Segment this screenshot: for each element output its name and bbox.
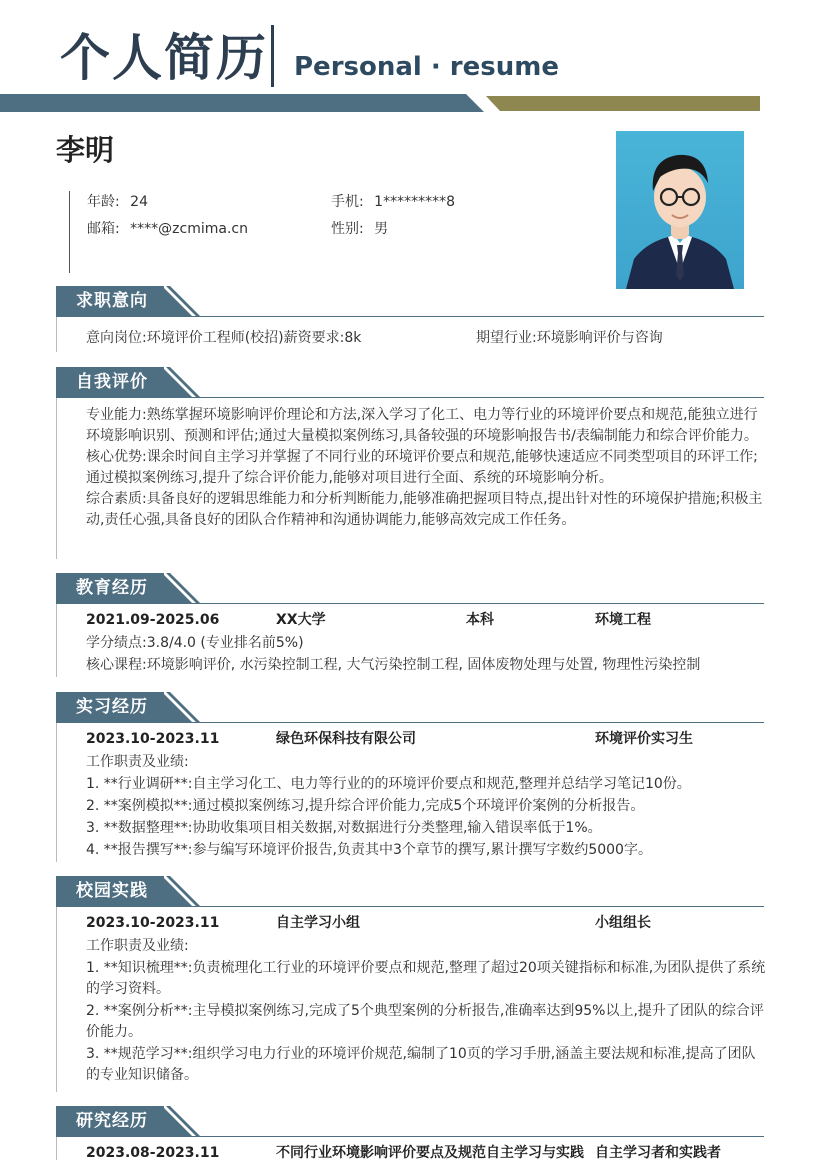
duty-item: 1. **知识梳理**:负责梳理化工行业的环境评价要点和规范,整理了超过20项关键指标和标准,为团队提供了系统的学习资料。	[86, 960, 766, 997]
section-campus	[56, 876, 764, 1092]
duty-item: 1. **行业调研**:自主学习化工、电力等行业的的环境评价要点和规范,整理并总结学习笔记10份。	[86, 776, 691, 792]
section-rule	[56, 316, 764, 317]
section-left-bar	[56, 317, 57, 352]
internship-company: 绿色环保科技有限公司	[276, 731, 416, 747]
section-rule	[56, 397, 764, 398]
duty-item: 4. **报告撰写**:参与编写环境评价报告,负责其中3个章节的撰写,累计撰写字数约5000字。	[86, 842, 652, 858]
section-left-bar	[56, 1137, 57, 1160]
email-label: 邮箱:	[87, 221, 120, 237]
campus-role: 小组组长	[595, 915, 651, 931]
section-left-bar	[56, 398, 57, 559]
section-title: 实习经历	[76, 697, 148, 717]
education-gpa: 学分绩点:3.8/4.0 (专业排名前5%)	[86, 635, 304, 651]
section-title: 自我评价	[76, 372, 148, 392]
duty-item: 2. **案例分析**:主导模拟案例练习,完成了5个典型案例的分析报告,准确率达到95%以上,提升了团队的综合评价能力。	[86, 1003, 764, 1040]
section-title: 教育经历	[76, 578, 148, 598]
gender-value: 男	[374, 221, 389, 237]
section-title: 求职意向	[76, 291, 148, 311]
info-vertical-bar	[69, 191, 70, 273]
education-school: XX大学	[276, 612, 326, 628]
section-internship	[56, 692, 764, 862]
section-header	[56, 876, 199, 907]
education-courses: 核心课程:环境影响评价, 水污染控制工程, 大气污染控制工程, 固体废物处理与处置, 物理性污染控制	[86, 657, 701, 673]
section-self-evaluation	[56, 367, 764, 559]
title-divider	[271, 25, 274, 87]
age-field	[87, 192, 148, 212]
email-value: ****@zcmima.cn	[130, 221, 248, 237]
phone-value: 1*********8	[374, 194, 455, 210]
duty-item: 3. **规范学习**:组织学习电力行业的环境评价规范,编制了10页的学习手册,涵盖主要法规和标准,提高了团队的专业知识储备。	[86, 1046, 756, 1083]
campus-period: 2023.10-2023.11	[86, 915, 220, 931]
self-paragraph: 专业能力:熟练掌握环境影响评价理论和方法,深入学习了化工、电力等行业的环境评价要点和规范,能独立进行环境影响识别、预测和评估;通过大量模拟案例练习,具备较强的环境影响报告书/表编制能力和综合评价能力。	[86, 407, 758, 444]
internship-duties	[86, 752, 691, 861]
section-intent	[56, 286, 764, 352]
section-header	[56, 1106, 199, 1137]
self-paragraph: 综合素质:具备良好的逻辑思维能力和分析判断能力,能够准确把握项目特点,提出针对性的环境保护措施;积极主动,责任心强,具备良好的团队合作精神和沟通协调能力,能够高效完成工作任务。	[86, 491, 763, 528]
section-rule	[56, 722, 764, 723]
section-rule	[56, 603, 764, 604]
duties-label: 工作职责及业绩:	[86, 938, 189, 954]
section-education	[56, 573, 764, 677]
email-field	[87, 219, 248, 239]
intent-industry: 期望行业:环境影响评价与咨询	[476, 330, 663, 346]
person-photo-icon	[616, 131, 744, 289]
duty-item: 2. **案例模拟**:通过模拟案例练习,提升综合评价能力,完成5个环境评价案例的分析报告。	[86, 798, 645, 814]
section-left-bar	[56, 907, 57, 1092]
resume-subtitle: Personal · resume	[294, 52, 559, 82]
phone-label: 手机:	[331, 194, 364, 210]
section-research	[56, 1106, 764, 1160]
education-period: 2021.09-2025.06	[86, 612, 220, 628]
candidate-name: 李明	[56, 133, 115, 167]
section-header	[56, 573, 199, 604]
section-stripes	[152, 286, 202, 317]
education-degree: 本科	[466, 612, 494, 628]
section-header	[56, 692, 199, 723]
section-stripes	[152, 367, 202, 398]
section-stripes	[152, 876, 202, 907]
section-title: 研究经历	[76, 1111, 148, 1131]
duty-item: 3. **数据整理**:协助收集项目相关数据,对数据进行分类整理,输入错误率低于1%。	[86, 820, 602, 836]
research-role: 自主学习者和实践者	[595, 1145, 721, 1160]
research-period: 2023.08-2023.11	[86, 1145, 220, 1160]
campus-duties	[86, 936, 766, 1086]
profile-photo	[616, 131, 744, 289]
section-rule	[56, 906, 764, 907]
gender-label: 性别:	[331, 221, 364, 237]
self-paragraph: 核心优势:课余时间自主学习并掌握了不同行业的环境评价要点和规范,能够快速适应不同类型项目的环评工作;通过模拟案例练习,提升了综合评价能力,能够对项目进行全面、系统的环境影响分析。	[86, 449, 758, 486]
self-evaluation-text	[86, 405, 766, 531]
header-band	[0, 94, 820, 112]
resume-title: 个人简历	[60, 29, 268, 87]
internship-role: 环境评价实习生	[595, 731, 693, 747]
phone-field	[331, 192, 455, 212]
research-project: 不同行业环境影响评价要点及规范自主学习与实践	[276, 1145, 584, 1160]
section-stripes	[152, 573, 202, 604]
section-rule	[56, 1136, 764, 1137]
campus-org: 自主学习小组	[276, 915, 360, 931]
education-major: 环境工程	[595, 612, 651, 628]
section-header	[56, 367, 199, 398]
section-title: 校园实践	[76, 881, 148, 901]
gender-field	[331, 219, 388, 239]
section-stripes	[152, 692, 202, 723]
section-header	[56, 286, 199, 317]
age-value: 24	[130, 194, 148, 210]
intent-position: 意向岗位:环境评价工程师(校招)薪资要求:8k	[86, 330, 362, 346]
age-label: 年龄:	[87, 194, 120, 210]
duties-label: 工作职责及业绩:	[86, 754, 189, 770]
internship-period: 2023.10-2023.11	[86, 731, 220, 747]
section-stripes	[152, 1106, 202, 1137]
section-left-bar	[56, 604, 57, 677]
section-left-bar	[56, 723, 57, 862]
